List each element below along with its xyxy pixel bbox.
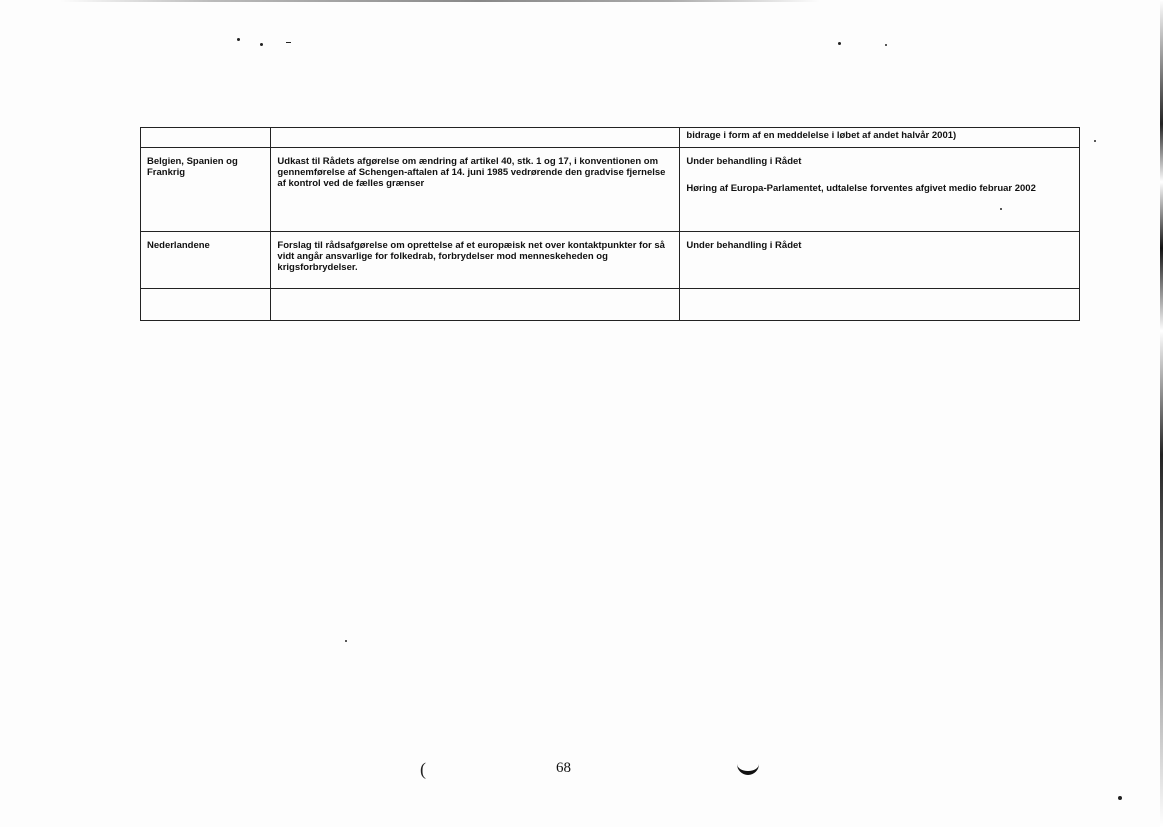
proposals-table (140, 127, 1080, 321)
scan-speck (345, 640, 347, 642)
table-row (141, 232, 1080, 289)
page-number: 68 (556, 760, 571, 776)
status-text: Under behandling i Rådet (686, 156, 802, 167)
proposal-cell: Udkast til Rådets afgørelse om ændring af artikel 40, stk. 1 og 17, i konventionen om gennemførelse af Schengen-aftalen af 14. juni 1985 vedrørende den gradvise fjernelse af kontrol ved de fælles grænser (271, 148, 680, 232)
scan-artifact-curve (737, 757, 759, 775)
scan-speck (237, 38, 240, 41)
status-cell (680, 289, 1080, 321)
proposal-cell: Forslag til rådsafgørelse om oprettelse af et europæisk net over kontaktpunkter for så vidt angår ansvarlige for folkedrab, forbrydelser mod menneskeheden og krigsforbrydelser. (271, 232, 680, 289)
country-cell: Nederlandene (141, 232, 271, 289)
status-cell (680, 148, 1080, 232)
status-text: bidrage i form af en meddelelse i løbet af andet halvår 2001) (686, 130, 957, 141)
status-cell (680, 128, 1080, 148)
scan-artifact-top-line (60, 0, 820, 2)
scan-speck (1118, 796, 1122, 800)
proposal-cell (271, 128, 680, 148)
scan-speck (885, 44, 887, 46)
country-cell (141, 289, 271, 321)
scan-speck (1094, 140, 1096, 142)
status-text: Under behandling i Rådet (686, 240, 802, 251)
status-note-text: Høring af Europa-Parlamentet, udtalelse forventes afgivet medio februar 2002 (686, 183, 1036, 194)
country-cell: Belgien, Spanien og Frankrig (141, 148, 271, 232)
scan-speck (260, 43, 263, 46)
table-row (141, 128, 1080, 148)
scan-artifact-bracket: ( (420, 759, 426, 779)
status-cell (680, 232, 1080, 289)
table-row (141, 289, 1080, 321)
scan-speck (286, 42, 291, 43)
scan-speck (838, 42, 841, 45)
proposal-cell (271, 289, 680, 321)
country-cell (141, 128, 271, 148)
table-row (141, 148, 1080, 232)
